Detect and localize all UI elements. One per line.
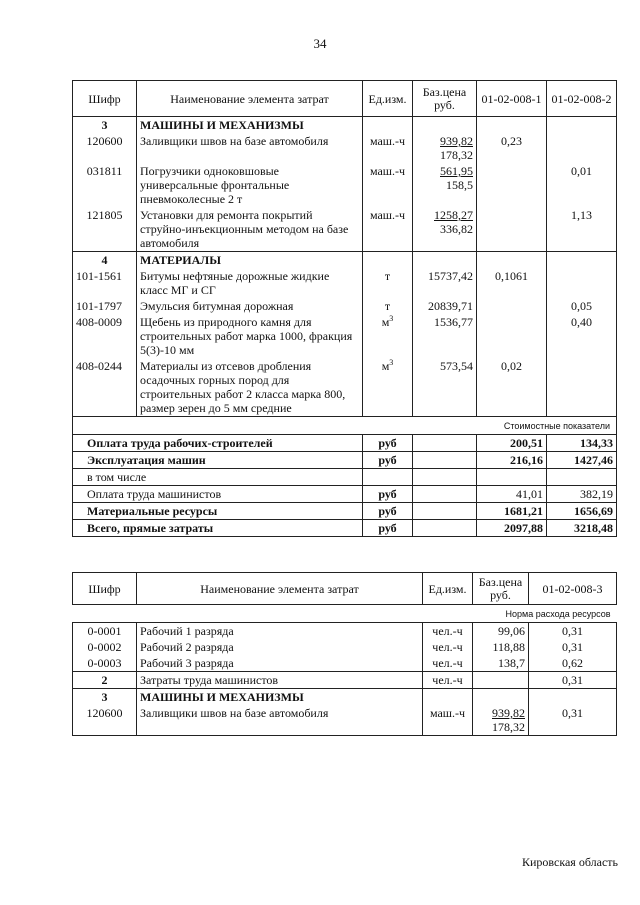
norm-value: [477, 298, 547, 314]
section-number: 3: [73, 689, 137, 706]
resource-name: Рабочий 3 разряда: [137, 655, 423, 672]
summary-label: Всего, прямые затраты: [73, 520, 363, 537]
section-title: МАТЕРИАЛЫ: [137, 252, 363, 269]
norm-value: [547, 358, 617, 417]
resource-code: 120600: [73, 133, 137, 163]
table-header-row: [73, 573, 617, 605]
norm-value: 0,40: [547, 314, 617, 358]
summary-label: в том числе: [73, 469, 363, 486]
norm-value: [477, 207, 547, 252]
cost-value: [477, 469, 547, 486]
unit: руб: [363, 520, 413, 537]
unit-text: т: [384, 299, 391, 313]
cost-value: 200,51: [477, 435, 547, 452]
unit-superscript: 3: [389, 358, 394, 367]
base-price-wage: 178,32: [492, 720, 525, 734]
header-name: Наименование элемента затрат: [137, 81, 363, 117]
summary-row: [73, 435, 617, 452]
norm-label: Норма расхода ресурсов: [505, 609, 611, 619]
norm-value: 0,1061: [477, 268, 547, 298]
norm-value: 0,31: [529, 639, 617, 655]
resource-code: 101-1797: [73, 298, 137, 314]
table-row: [73, 623, 617, 640]
unit: чел.-ч: [423, 639, 473, 655]
resource-name: Заливщики швов на базе автомобиля: [137, 705, 423, 736]
base-price: 20839,71: [413, 298, 477, 314]
summary-label: Эксплуатация машин: [73, 452, 363, 469]
unit-text: м: [381, 315, 390, 329]
norm-value: [477, 163, 547, 207]
summary-row: [73, 520, 617, 537]
norm-value: 0,31: [529, 623, 617, 640]
section-row: [73, 689, 617, 706]
summary-row: [73, 486, 617, 503]
header-price: Баз.цена руб.: [413, 81, 477, 117]
table-row: [73, 133, 617, 163]
resource-name: Эмульсия битумная дорожная: [137, 298, 363, 314]
unit: руб: [363, 435, 413, 452]
table-row: [73, 298, 617, 314]
table-row: [73, 163, 617, 207]
header-code: Шифр: [73, 81, 137, 117]
unit: чел.-ч: [423, 623, 473, 640]
section-row: [73, 252, 617, 269]
norm-value: 0,05: [547, 298, 617, 314]
base-price: 1536,77: [413, 314, 477, 358]
unit-text: м: [381, 359, 390, 373]
base-price-wage: 336,82: [440, 222, 473, 236]
resource-table-2: [72, 572, 617, 736]
unit: чел.-ч: [423, 672, 473, 689]
base-price-total: 939,82: [440, 134, 473, 148]
header-col-1: 01-02-008-3: [529, 573, 617, 605]
base-price: [413, 163, 477, 207]
section-row: [73, 672, 617, 689]
section-title: МАШИНЫ И МЕХАНИЗМЫ: [137, 117, 363, 134]
norm-value: 0,02: [477, 358, 547, 417]
base-price-total: 939,82: [492, 706, 525, 720]
norm-value: [547, 133, 617, 163]
unit: [363, 469, 413, 486]
summary-row: [73, 469, 617, 486]
summary-label: Материальные ресурсы: [73, 503, 363, 520]
header-code: Шифр: [73, 573, 137, 605]
section-title: Затраты труда машинистов: [137, 672, 423, 689]
base-price: [413, 133, 477, 163]
unit: маш.-ч: [363, 133, 413, 163]
cost-value: 2097,88: [477, 520, 547, 537]
resource-table-1: [72, 80, 617, 537]
unit: маш.-ч: [423, 705, 473, 736]
header-price: Баз.цена руб.: [473, 573, 529, 605]
table-row: [73, 705, 617, 736]
header-unit: Ед.изм.: [423, 573, 473, 605]
resource-code: 408-0244: [73, 358, 137, 417]
section-number: 3: [73, 117, 137, 134]
unit-superscript: 3: [389, 314, 394, 323]
cost-value: 134,33: [547, 435, 617, 452]
table-row: [73, 639, 617, 655]
norm-value: 0,31: [529, 705, 617, 736]
resource-name: Битумы нефтяные дорожные жидкие класс МГ и СГ: [137, 268, 363, 298]
cost-value: [547, 469, 617, 486]
header-unit: Ед.изм.: [363, 81, 413, 117]
resource-name: Погрузчики одноковшовые универсальные фронтальные пневмоколесные 2 т: [137, 163, 363, 207]
resource-code: 0-0002: [73, 639, 137, 655]
unit-text: т: [384, 269, 391, 283]
norm-value: [547, 268, 617, 298]
header-col-1: 01-02-008-1: [477, 81, 547, 117]
resource-name: Материалы из отсевов дробления осадочных горных пород для строительных работ 2 класса марка 800, размер зерен до 5 мм средние: [137, 358, 363, 417]
cost-value: 41,01: [477, 486, 547, 503]
base-price: 573,54: [413, 358, 477, 417]
base-price-wage: 158,5: [446, 178, 473, 192]
norm-value: 0,62: [529, 655, 617, 672]
table-header-row: [73, 81, 617, 117]
base-price-total: 1258,27: [434, 208, 473, 222]
resource-code: 0-0003: [73, 655, 137, 672]
base-price-total: 561,95: [440, 164, 473, 178]
summary-label: Оплата труда рабочих-строителей: [73, 435, 363, 452]
resource-name: Щебень из природного камня для строительных работ марка 1000, фракция 5(3)-10 мм: [137, 314, 363, 358]
unit: маш.-ч: [363, 163, 413, 207]
resource-name: Установки для ремонта покрытий струйно-инъекционным методом на базе автомобиля: [137, 207, 363, 252]
table-row: [73, 268, 617, 298]
cost-value: 382,19: [547, 486, 617, 503]
base-price: 99,06: [473, 623, 529, 640]
resource-code: 031811: [73, 163, 137, 207]
section-number: 2: [73, 672, 137, 689]
base-price-wage: 178,32: [440, 148, 473, 162]
cost-value: 1427,46: [547, 452, 617, 469]
cost-value: 1656,69: [547, 503, 617, 520]
cost-value: 1681,21: [477, 503, 547, 520]
unit: руб: [363, 452, 413, 469]
norm-value: [477, 314, 547, 358]
cost-indicators-label: Стоимостные показатели: [503, 421, 610, 431]
header-name: Наименование элемента затрат: [137, 573, 423, 605]
summary-row: [73, 452, 617, 469]
table-row: [73, 314, 617, 358]
resource-code: 408-0009: [73, 314, 137, 358]
norm-value: 1,13: [547, 207, 617, 252]
cost-value: 3218,48: [547, 520, 617, 537]
section-row: [73, 117, 617, 134]
unit: [363, 314, 413, 358]
resource-name: Заливщики швов на базе автомобиля: [137, 133, 363, 163]
region-footer: Кировская область: [521, 855, 618, 869]
section-title: МАШИНЫ И МЕХАНИЗМЫ: [137, 689, 423, 706]
resource-name: Рабочий 1 разряда: [137, 623, 423, 640]
resource-code: 101-1561: [73, 268, 137, 298]
table-row: [73, 358, 617, 417]
table-row: [73, 655, 617, 672]
header-col-2: 01-02-008-2: [547, 81, 617, 117]
unit: руб: [363, 503, 413, 520]
resource-code: 0-0001: [73, 623, 137, 640]
cost-value: 216,16: [477, 452, 547, 469]
resource-code: 121805: [73, 207, 137, 252]
base-price: 118,88: [473, 639, 529, 655]
section-number: 4: [73, 252, 137, 269]
base-price: [473, 705, 529, 736]
resource-name: Рабочий 2 разряда: [137, 639, 423, 655]
base-price: 138,7: [473, 655, 529, 672]
summary-row: [73, 503, 617, 520]
unit: [363, 268, 413, 298]
norm-value: 0,23: [477, 133, 547, 163]
base-price: [413, 207, 477, 252]
table-row: [73, 207, 617, 252]
unit: чел.-ч: [423, 655, 473, 672]
norm-value: 0,01: [547, 163, 617, 207]
summary-label: Оплата труда машинистов: [73, 486, 363, 503]
resource-code: 120600: [73, 705, 137, 736]
unit: руб: [363, 486, 413, 503]
unit: маш.-ч: [363, 207, 413, 252]
page-number: 34: [313, 36, 327, 51]
unit: [363, 298, 413, 314]
norm-value: 0,31: [529, 672, 617, 689]
unit: [363, 358, 413, 417]
base-price: 15737,42: [413, 268, 477, 298]
